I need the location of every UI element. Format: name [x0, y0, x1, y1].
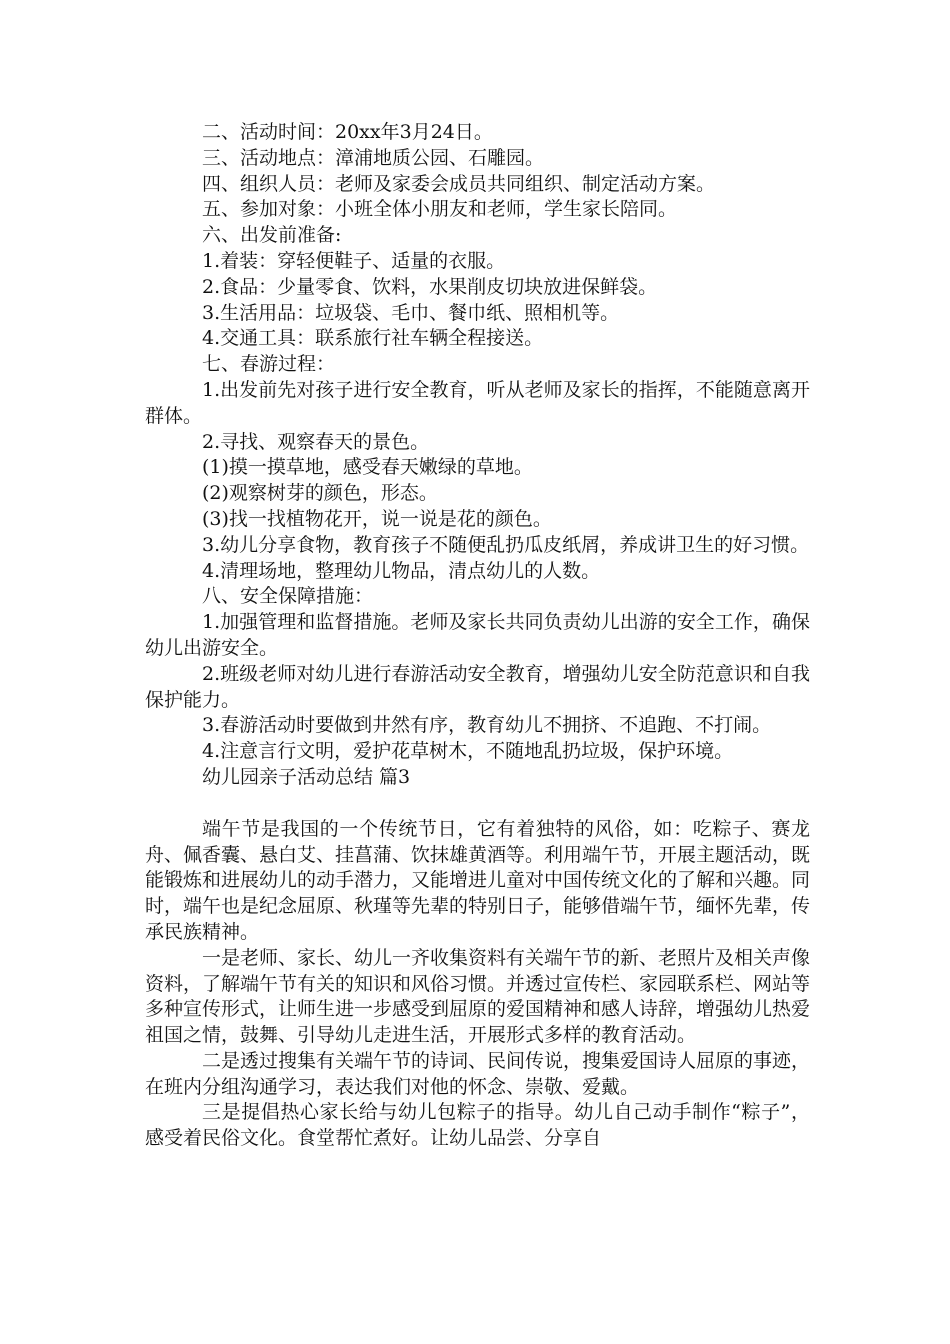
process-subitem: (3)找一找植物花开，说一说是花的颜色。: [202, 507, 552, 530]
safety-item: 3.春游活动时要做到井然有序，教育幼儿不拥挤、不追跑、不打闹。: [202, 714, 772, 737]
article-paragraph: 三是提倡热心家长给与幼儿包粽子的指导。幼儿自己动手制作“粽子”，感受着民俗文化。食堂帮忙煮好。让幼儿品尝、分享自: [145, 1101, 810, 1150]
document-body: [145, 120, 810, 1152]
organizers-line: 四、组织人员：老师及家委会成员共同组织、制定活动方案。: [202, 172, 716, 195]
process-subitem: (1)摸一摸草地，感受春天嫩绿的草地。: [202, 456, 533, 479]
preparation-food: 2.食品：少量零食、饮料，水果削皮切块放进保鲜袋。: [202, 275, 658, 298]
activity-location-line: 三、活动地点：漳浦地质公园、石雕园。: [202, 146, 545, 169]
safety-item: 2.班级老师对幼儿进行春游活动安全教育，增强幼儿安全防范意识和自我保护能力。: [145, 662, 810, 711]
article-paragraph: 端午节是我国的一个传统节日，它有着独特的风俗，如：吃粽子、赛龙舟、佩香囊、悬白艾、挂菖蒲、饮抹雄黄酒等。利用端午节，开展主题活动，既能锻炼和进展幼儿的动手潜力，又能增进儿童对中国传统文化的了解和兴趣。同时，端午也是纪念屈原、秋瑾等先辈的特别日子，能够借端午节，缅怀先辈，传承民族精神。: [145, 817, 811, 943]
process-subitem: (2)观察树芽的颜色，形态。: [202, 482, 438, 505]
participants-line: 五、参加对象：小班全体小朋友和老师，学生家长陪同。: [202, 198, 678, 221]
preparation-transport: 4.交通工具：联系旅行社车辆全程接送。: [202, 327, 544, 350]
process-item: 2.寻找、观察春天的景色。: [202, 430, 430, 453]
safety-item: 1.加强管理和监督措施。老师及家长共同负责幼儿出游的安全工作，确保幼儿出游安全。: [145, 611, 810, 659]
preparation-clothing: 1.着装：穿轻便鞋子、适量的衣服。: [202, 249, 506, 272]
activity-time-line: 二、活动时间：20xx年3月24日。: [202, 121, 493, 143]
safety-item: 4.注意言行文明，爱护花草树木，不随地乱扔垃圾，保护环境。: [202, 740, 734, 763]
article-paragraph: 一是老师、家长、幼儿一齐收集资料有关端午节的新、老照片及相关声像资料，了解端午节有关的知识和风俗习惯。并透过宣传栏、家园联系栏、网站等多种宣传形式，让师生进一步感受到屈原的爱国精神和感人诗辞，增强幼儿热爱祖国之情，鼓舞、引导幼儿走进生活，开展形式多样的教育活动。: [145, 946, 811, 1047]
article-heading: 幼儿园亲子活动总结 篇3: [202, 765, 411, 788]
process-item: 1.出发前先对孩子进行安全教育，听从老师及家长的指挥，不能随意离开群体。: [145, 378, 810, 427]
spacer: [145, 791, 810, 817]
preparation-heading: 六、出发前准备:: [202, 224, 342, 247]
article-paragraph: 二是透过搜集有关端午节的诗词、民间传说，搜集爱国诗人屈原的事迹，在班内分组沟通学习，表达我们对他的怀念、崇敬、爱戴。: [145, 1049, 811, 1098]
process-item: 4.清理场地，整理幼儿物品，清点幼儿的人数。: [202, 559, 601, 582]
safety-heading: 八、安全保障措施：: [202, 585, 374, 608]
process-item: 3.幼儿分享食物，教育孩子不随便乱扔瓜皮纸屑，养成讲卫生的好习惯。: [202, 533, 810, 556]
preparation-supplies: 3.生活用品：垃圾袋、毛巾、餐巾纸、照相机等。: [202, 301, 620, 324]
process-heading: 七、春游过程：: [202, 353, 336, 376]
